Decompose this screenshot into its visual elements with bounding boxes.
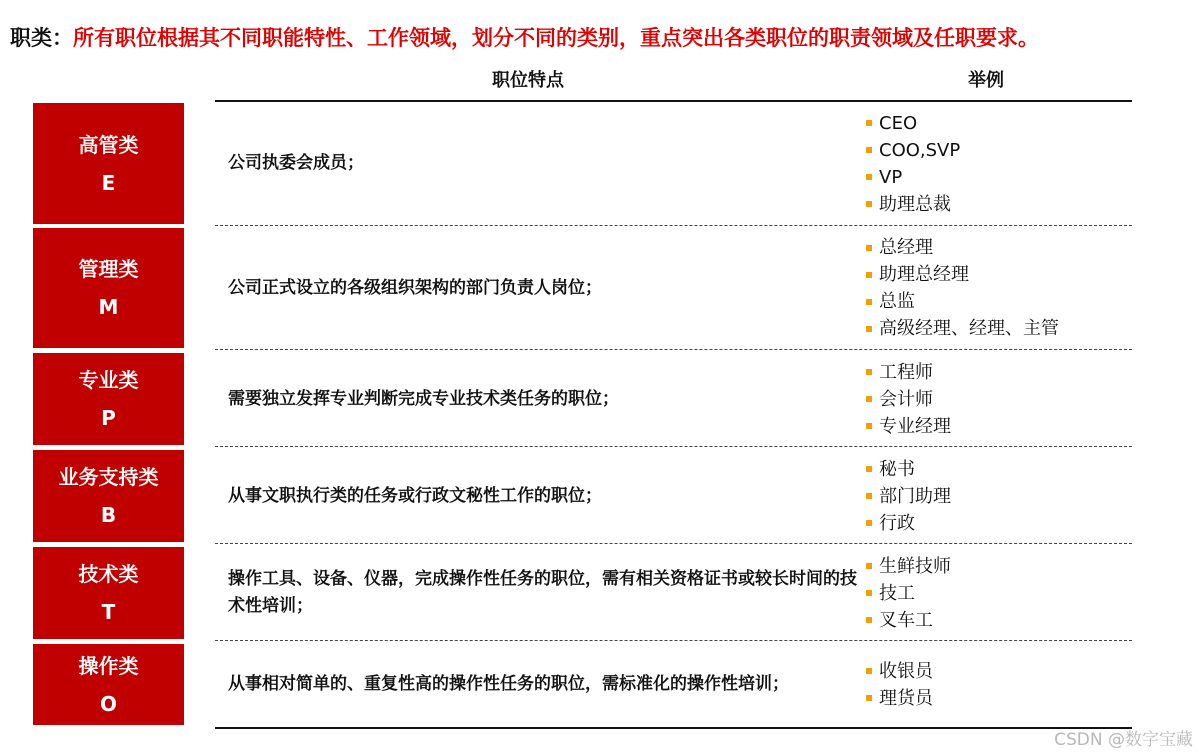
category-code: B xyxy=(100,503,117,527)
bullet-icon xyxy=(866,174,872,180)
bullet-icon xyxy=(866,245,872,251)
example-item: 助理总经理 xyxy=(866,261,1132,288)
category-code: P xyxy=(101,406,116,430)
bullet-icon xyxy=(866,617,872,623)
example-item: 行政 xyxy=(866,510,1132,537)
category-box-e xyxy=(33,103,184,224)
feature-text: 从事相对简单的、重复性高的操作性任务的职位，需标准化的操作性培训； xyxy=(228,674,789,694)
example-item: 专业经理 xyxy=(866,413,1132,440)
bullet-icon xyxy=(866,423,872,429)
bullet-icon xyxy=(866,201,872,207)
example-list xyxy=(866,353,1132,445)
table-bottom-rule xyxy=(215,727,1132,729)
example-item: 会计师 xyxy=(866,386,1132,413)
column-header-feature: 职位特点 xyxy=(492,70,564,91)
row-separator xyxy=(215,640,1132,641)
feature-text: 公司执委会成员； xyxy=(228,153,364,173)
category-code: E xyxy=(101,170,116,195)
example-item: 总经理 xyxy=(866,234,1132,261)
table-row xyxy=(33,644,1132,725)
category-code: O xyxy=(99,691,117,716)
example-list xyxy=(866,103,1132,224)
example-item: COO,SVP xyxy=(866,137,1132,164)
column-header-example: 举例 xyxy=(968,70,1004,91)
title-label: 职类： xyxy=(10,26,73,50)
bullet-icon xyxy=(866,326,872,332)
bullet-icon xyxy=(866,695,872,701)
bullet-icon xyxy=(866,369,872,375)
bullet-icon xyxy=(866,147,872,153)
bullet-icon xyxy=(866,668,872,674)
page-title xyxy=(10,22,1039,52)
category-box-p xyxy=(33,353,184,445)
row-separator xyxy=(215,225,1132,226)
bullet-icon xyxy=(866,396,872,402)
table-row xyxy=(33,450,1132,542)
category-code: M xyxy=(98,295,119,319)
example-list xyxy=(866,644,1132,725)
category-name: 专业类 xyxy=(78,368,139,392)
table-top-rule xyxy=(215,100,1132,102)
bullet-icon xyxy=(866,590,872,596)
row-separator xyxy=(215,446,1132,447)
example-item: 技工 xyxy=(866,580,1132,607)
row-separator xyxy=(215,349,1132,350)
example-item: 工程师 xyxy=(866,359,1132,386)
bullet-icon xyxy=(866,466,872,472)
example-item: 高级经理、经理、主管 xyxy=(866,315,1132,342)
example-item: 生鲜技师 xyxy=(866,553,1132,580)
title-description: 所有职位根据其不同职能特性、工作领域，划分不同的类别，重点突出各类职位的职责领域及任职要求。 xyxy=(73,26,1039,50)
category-box-t xyxy=(33,547,184,639)
feature-text: 从事文职执行类的任务或行政文秘性工作的职位； xyxy=(228,485,602,506)
category-name: 管理类 xyxy=(78,257,139,281)
feature-text: 公司正式设立的各级组织架构的部门负责人岗位； xyxy=(228,277,602,298)
category-box-b xyxy=(33,450,184,542)
category-name: 技术类 xyxy=(78,562,139,586)
example-item: 收银员 xyxy=(866,658,1132,685)
feature-text: 操作工具、设备、仪器，完成操作性任务的职位，需有相关资格证书或较长时间的技术性培训； xyxy=(228,569,857,616)
category-name: 操作类 xyxy=(78,653,139,678)
category-box-o xyxy=(33,644,184,725)
example-list xyxy=(866,228,1132,348)
bullet-icon xyxy=(866,299,872,305)
example-item: VP xyxy=(866,164,1132,191)
table-row xyxy=(33,353,1132,445)
watermark: CSDN @数字宝藏 xyxy=(1054,730,1193,750)
table-row xyxy=(33,547,1132,639)
bullet-icon xyxy=(866,120,872,126)
example-list xyxy=(866,547,1132,639)
table-row xyxy=(33,103,1132,224)
category-name: 高管类 xyxy=(78,132,139,157)
row-separator xyxy=(215,543,1132,544)
category-name: 业务支持类 xyxy=(58,465,159,489)
bullet-icon xyxy=(866,563,872,569)
example-item: 秘书 xyxy=(866,456,1132,483)
example-list xyxy=(866,450,1132,542)
bullet-icon xyxy=(866,272,872,278)
bullet-icon xyxy=(866,520,872,526)
bullet-icon xyxy=(866,493,872,499)
example-item: 助理总裁 xyxy=(866,191,1132,218)
table-row xyxy=(33,228,1132,348)
category-box-m xyxy=(33,228,184,348)
example-item: 叉车工 xyxy=(866,607,1132,634)
example-item: 总监 xyxy=(866,288,1132,315)
feature-text: 需要独立发挥专业判断完成专业技术类任务的职位； xyxy=(228,388,619,409)
example-item: 部门助理 xyxy=(866,483,1132,510)
example-item: 理货员 xyxy=(866,685,1132,712)
example-item: CEO xyxy=(866,110,1132,137)
category-code: T xyxy=(101,600,116,624)
